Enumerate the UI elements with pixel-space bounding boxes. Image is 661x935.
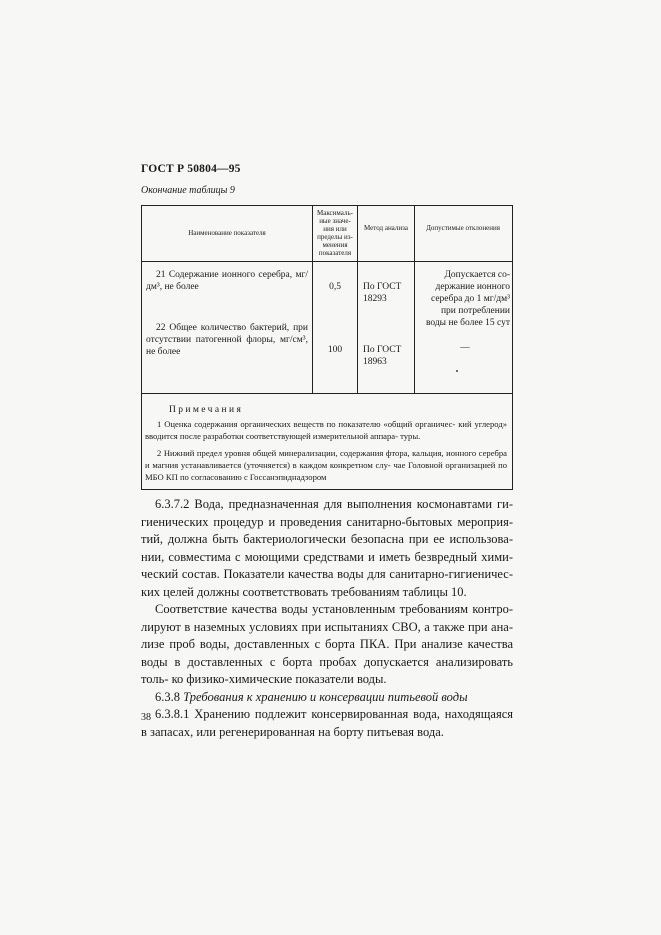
column-header-max-value: Максималь- ные значе- ния или пределы из- менения показателя — [317, 209, 353, 257]
paragraph-control: Соответствие качества воды установленным требованиям контро- лируют в наземных условиях при испытаниях СВО, а также при ана- лизе проб воды, доставленных с борта ПКА. При анализе качества воды в доставленных с борта пробах допускается анализировать толь- ко физико-химические показатели воды. — [141, 602, 513, 686]
row-22-deviation: — — [460, 343, 470, 353]
page-number: 38 — [141, 712, 151, 723]
document-header: ГОСТ Р 50804—95 — [141, 163, 241, 175]
row-22-method: По ГОСТ 18963 — [363, 345, 402, 367]
body-text — [141, 496, 513, 741]
column-header-method: Метод анализа — [364, 224, 408, 232]
column-header-name: Наименование показателя — [188, 229, 266, 237]
row-22-value: 100 — [327, 345, 343, 355]
row-21-deviation: Допускается со- держание ионного серебра до 1 мг/дм³ при потреблении воды не более 15 сут — [425, 270, 510, 328]
column-header-deviation: Допустимые отклонения — [426, 224, 500, 232]
scan-speck — [456, 370, 458, 372]
row-21-value: 0,5 — [329, 282, 341, 292]
row-22-name: 22 Общее количество бактерий, при отсутствии патогенной флоры, мг/см³, не более — [146, 323, 308, 357]
subsection-heading — [141, 689, 513, 707]
paragraph-6-3-7-2: 6.3.7.2 Вода, предназначенная для выполнения космонавтами ги- гиенических процедур и проведения санитарно-бытовых мероприя- тий, должна быть бактериологически безопасна при ее использова- нии, совместима с моющими средствами и иметь безвредный хими- ческий состав. Показатели качества воды для санитарно-гигиеничес- ких целей должны соответствовать требованиям таблицы 10. — [141, 497, 513, 599]
row-21-method: По ГОСТ 18293 — [363, 282, 402, 304]
paragraph-6-3-8-1: 6.3.8.1 Хранению подлежит консервированная вода, находящаяся в запасах, или регенерированная на борту питьевая вода. — [141, 707, 513, 739]
table-header-divider — [142, 261, 512, 262]
table-column-divider — [312, 206, 313, 393]
table-column-divider — [357, 206, 358, 393]
note-2: 2 Нижний предел уровня общей минерализации, содержания фтора, кальция, ионного серебра и магния устанавливается (уточняется) в каждом конкретном слу- чае Головной организацией по МБО КП по согласованию с Госсанэпиднадзором — [145, 448, 507, 482]
table-caption: Окончание таблицы 9 — [141, 185, 235, 196]
table-column-divider — [414, 206, 415, 393]
table-notes-divider — [142, 393, 512, 394]
row-21-name: 21 Содержание ионного серебра, мг/дм³, не более — [146, 270, 308, 292]
notes-title: Примечания — [169, 405, 244, 415]
subsection-title: Требования к хранению и консервации питьевой воды — [183, 689, 468, 704]
note-1: 1 Оценка содержания органических веществ по показателю «общий органичес- кий углерод» вводится после разработки соответствующей измерительной аппара- туры. — [145, 419, 507, 441]
subsection-number: 6.3.8 — [155, 689, 180, 704]
